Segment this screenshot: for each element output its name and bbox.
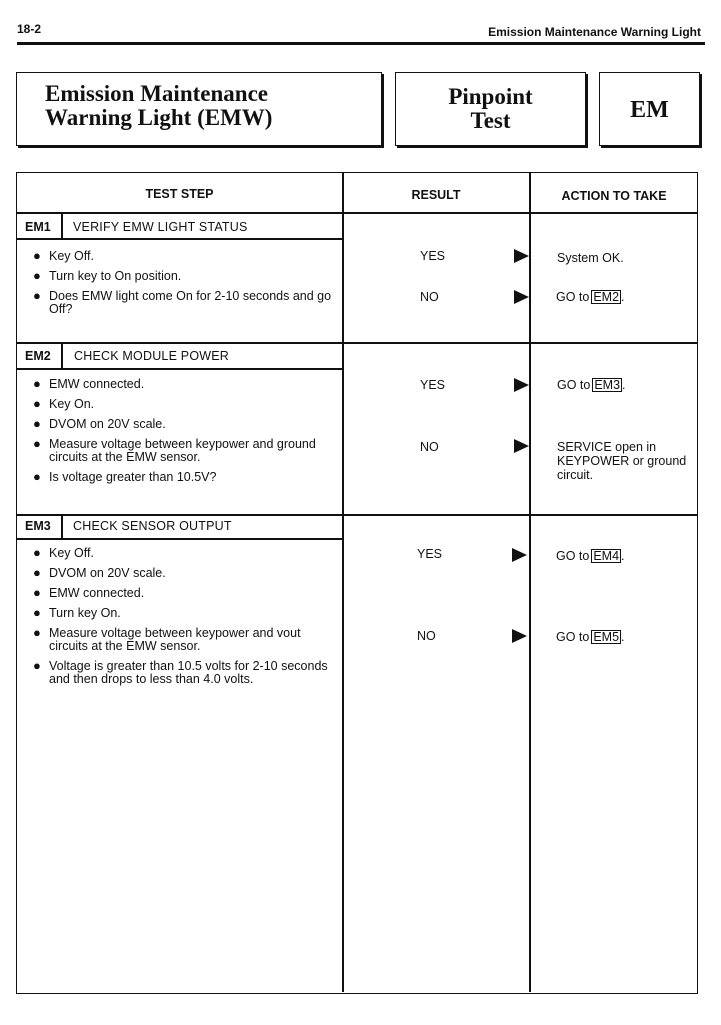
step-reference-em4: EM4 bbox=[593, 549, 620, 563]
list-item: ● Key On. bbox=[33, 396, 95, 411]
bullet-dot-icon: ● bbox=[33, 605, 41, 620]
result-no: NO bbox=[417, 629, 436, 643]
list-item: ● EMW connected. bbox=[33, 585, 145, 600]
step-id-em1: EM1 bbox=[25, 220, 51, 234]
bullet-dot-icon: ● bbox=[33, 416, 41, 431]
test-code: EM bbox=[630, 97, 669, 123]
list-item: ● Key Off. bbox=[33, 248, 94, 263]
step-reference-em2: EM2 bbox=[593, 290, 620, 304]
bullet-dot-icon: ● bbox=[33, 658, 41, 673]
bullet-dot-icon: ● bbox=[33, 376, 41, 391]
test-code-box bbox=[599, 72, 700, 146]
step-id-divider bbox=[61, 213, 63, 238]
main-title-line1: Emission Maintenance bbox=[45, 81, 268, 106]
step-id-em3: EM3 bbox=[25, 519, 51, 533]
bullet-dot-icon: ● bbox=[33, 396, 41, 411]
pinpoint-test-box bbox=[395, 72, 586, 146]
right-triangle-arrow-icon bbox=[514, 290, 529, 304]
action-goto: GO to EM3 . bbox=[557, 378, 626, 392]
step-bullets-em1 bbox=[33, 250, 333, 316]
result-yes: YES bbox=[420, 378, 446, 392]
step-title-em3: CHECK SENSOR OUTPUT bbox=[73, 519, 232, 533]
bullet-dot-icon: ● bbox=[33, 248, 41, 263]
pinpoint-test-table bbox=[16, 172, 698, 994]
result-yes: YES bbox=[417, 547, 443, 561]
column-divider-1 bbox=[342, 173, 344, 992]
step-id-em2: EM2 bbox=[25, 349, 51, 363]
action-text: SERVICE open in KEYPOWER or ground circuit. bbox=[557, 440, 687, 482]
list-item: ● Measure voltage between keypower and vout circuits at the EMW sensor. bbox=[33, 625, 301, 653]
bullet-dot-icon: ● bbox=[33, 288, 41, 303]
header-rule bbox=[17, 42, 705, 45]
step-title-em1: VERIFY EMW LIGHT STATUS bbox=[73, 220, 248, 234]
step-reference-em3: EM3 bbox=[594, 378, 621, 392]
header-result: RESULT bbox=[411, 188, 461, 202]
list-item: ● Voltage is greater than 10.5 volts for 2-10 seconds and then drops to less than 4.0 volts. bbox=[33, 658, 328, 686]
bullet-dot-icon: ● bbox=[33, 625, 41, 640]
list-item: ● Turn key to On position. bbox=[33, 268, 182, 283]
result-no: NO bbox=[420, 290, 439, 304]
list-item: ● Is voltage greater than 10.5V? bbox=[33, 469, 217, 484]
step-id-divider bbox=[61, 515, 63, 539]
list-item: ● DVOM on 20V scale. bbox=[33, 565, 166, 580]
main-title-line2: Warning Light (EMW) bbox=[45, 105, 273, 130]
header-row-divider bbox=[17, 212, 697, 214]
action-goto: GO to EM2 . bbox=[556, 290, 625, 304]
bullet-dot-icon: ● bbox=[33, 585, 41, 600]
column-divider-2 bbox=[529, 173, 531, 992]
right-triangle-arrow-icon bbox=[514, 249, 529, 263]
pinpoint-line2: Test bbox=[470, 108, 511, 133]
pinpoint-test-label bbox=[396, 85, 585, 133]
bullet-dot-icon: ● bbox=[33, 469, 41, 484]
result-yes: YES bbox=[420, 249, 446, 263]
right-triangle-arrow-icon bbox=[512, 548, 527, 562]
bullet-dot-icon: ● bbox=[33, 268, 41, 283]
list-item: ● Measure voltage between keypower and ground circuits at the EMW sensor. bbox=[33, 436, 316, 464]
bullet-dot-icon: ● bbox=[33, 545, 41, 560]
bullet-dot-icon: ● bbox=[33, 565, 41, 580]
list-item: ● Turn key On. bbox=[33, 605, 121, 620]
right-triangle-arrow-icon bbox=[514, 378, 529, 392]
result-no: NO bbox=[420, 440, 439, 454]
step-title-underline bbox=[17, 368, 343, 370]
step-divider bbox=[17, 342, 697, 344]
step-title-underline bbox=[17, 538, 343, 540]
step-bullets-em2 bbox=[33, 378, 333, 484]
main-title bbox=[45, 82, 272, 130]
action-goto: GO to EM5 . bbox=[556, 630, 625, 644]
action-text: System OK. bbox=[557, 251, 624, 265]
list-item: ● Does EMW light come On for 2-10 seconds and go Off? bbox=[33, 288, 332, 316]
page-number: 18-2 bbox=[17, 22, 42, 36]
right-triangle-arrow-icon bbox=[514, 439, 529, 453]
step-title-em2: CHECK MODULE POWER bbox=[74, 349, 230, 363]
header-test-step: TEST STEP bbox=[145, 187, 214, 201]
list-item: ● Key Off. bbox=[33, 545, 94, 560]
action-goto: GO to EM4 . bbox=[556, 549, 625, 563]
step-bullets-em3 bbox=[33, 547, 333, 686]
step-title-underline bbox=[17, 238, 343, 240]
right-triangle-arrow-icon bbox=[512, 629, 527, 643]
main-title-box bbox=[16, 72, 382, 146]
list-item: ● EMW connected. bbox=[33, 376, 145, 391]
section-title: Emission Maintenance Warning Light bbox=[488, 25, 701, 39]
bullet-dot-icon: ● bbox=[33, 436, 41, 451]
list-item: ● DVOM on 20V scale. bbox=[33, 416, 166, 431]
step-reference-em5: EM5 bbox=[593, 630, 620, 644]
pinpoint-line1: Pinpoint bbox=[448, 84, 533, 109]
header-action: ACTION TO TAKE bbox=[561, 189, 667, 203]
step-divider bbox=[17, 514, 697, 516]
step-id-divider bbox=[61, 343, 63, 368]
